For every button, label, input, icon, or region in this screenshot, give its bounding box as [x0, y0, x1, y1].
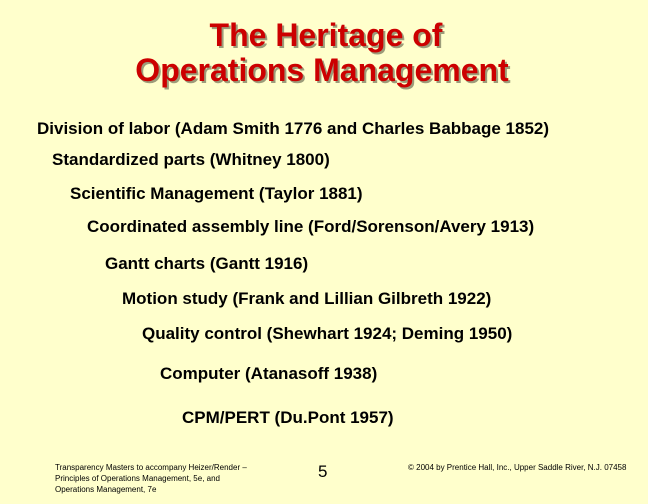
heritage-item-assembly-line: Coordinated assembly line (Ford/Sorenson/Avery 1913)	[87, 217, 535, 236]
slide-title-line-1: The Heritage of	[209, 17, 443, 53]
heritage-item-computer: Computer (Atanasoff 1938)	[160, 364, 378, 383]
heritage-item-scientific-management: Scientific Management (Taylor 1881)	[70, 184, 363, 203]
heritage-item-quality-control-text: Quality control (Shewhart 1924; Deming 1950)	[142, 324, 513, 343]
heritage-item-motion-study: Motion study (Frank and Lillian Gilbreth 1922)	[122, 289, 492, 308]
heritage-item-cpm-pert: CPM/PERT (Du.Pont 1957)	[182, 408, 394, 427]
footer-copyright-right: © 2004 by Prentice Hall, Inc., Upper Saddle River, N.J. 07458	[408, 463, 627, 472]
heritage-item-gantt-charts: Gantt charts (Gantt 1916)	[105, 254, 309, 273]
heritage-item-quality-control	[142, 324, 532, 343]
page-number: 5	[318, 462, 328, 481]
footer-copyright-left: Transparency Masters to accompany Heizer/Render – Principles of Operations Management, 5e, and Operations Management, 7e	[55, 463, 247, 494]
heritage-item-division-of-labor: Division of labor (Adam Smith 1776 and Charles Babbage 1852)	[37, 119, 550, 138]
slide-title-line-2: Operations Management	[135, 52, 509, 88]
heritage-item-standardized-parts: Standardized parts (Whitney 1800)	[52, 150, 330, 169]
